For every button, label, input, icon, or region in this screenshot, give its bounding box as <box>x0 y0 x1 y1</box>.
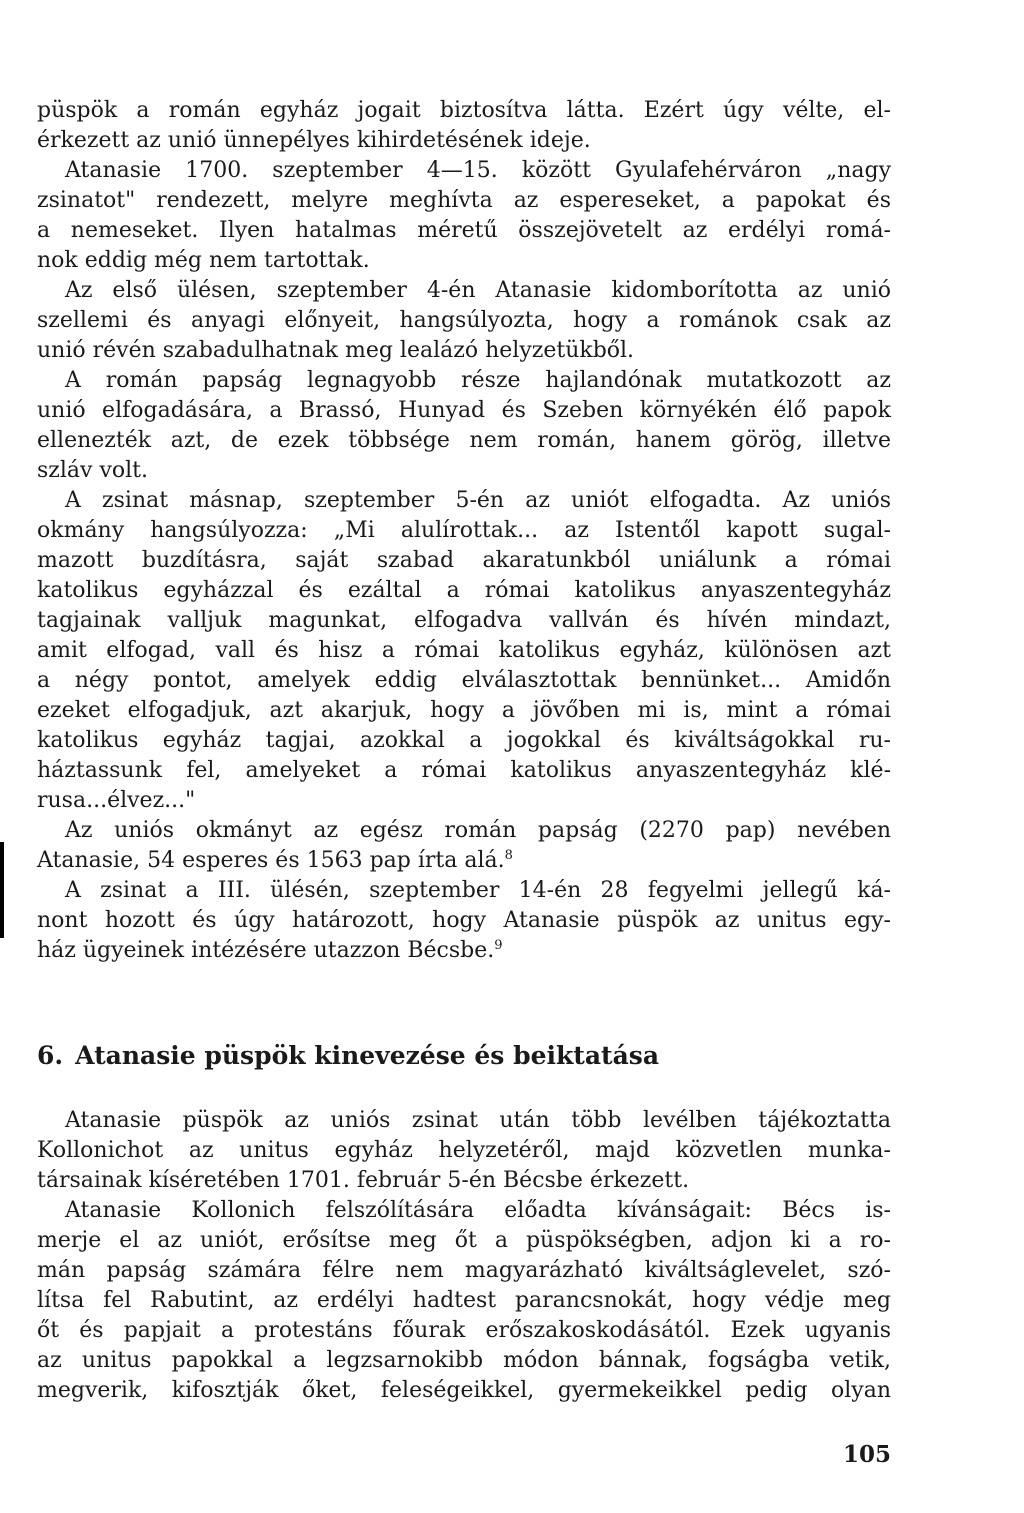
text-line: háztassunk fel, amelyeket a római katolikus anyaszentegyház klé- <box>37 758 891 783</box>
text-line <box>37 846 891 876</box>
footnote-ref: 8 <box>504 848 513 863</box>
text-line: megverik, kifosztják őket, feleségeikkel, gyermekeikkel pedig olyan <box>37 1378 891 1403</box>
text-line: rusa...élvez..." <box>37 788 196 813</box>
text-line: társainak kíséretében 1701. február 5-én Bécsbe érkezett. <box>37 1168 690 1193</box>
text-line: Az uniós okmányt az egész román papság (2270 pap) nevében <box>65 818 891 843</box>
text-line: érkezett az unió ünnepélyes kihirdetésének ideje. <box>37 128 591 153</box>
text-line: Az első ülésen, szeptember 4-én Atanasie kidomborította az unió <box>65 278 891 303</box>
text-line: a nemeseket. Ilyen hatalmas méretű összejövetelt az erdélyi romá- <box>37 218 891 243</box>
text-line: szláv volt. <box>37 458 148 483</box>
text-line: lítsa fel Rabutint, az erdélyi hadtest parancsnokát, hogy védje meg <box>37 1288 891 1313</box>
text-line: A zsinat másnap, szeptember 5-én az uniót elfogadta. Az uniós <box>65 488 891 513</box>
section-number: 6. <box>37 1041 64 1070</box>
section-heading <box>37 1040 737 1072</box>
text-line: őt és papjait a protestáns főurak erőszakoskodásától. Ezek ugyanis <box>37 1318 891 1343</box>
text-line: Atanasie Kollonich felszólítására előadta kívánságait: Bécs is- <box>65 1198 891 1223</box>
text-line: Kollonichot az unitus egyház helyzetéről, majd közvetlen munka- <box>37 1138 891 1163</box>
text-line: mazott buzdításra, saját szabad akaratunkból uniálunk a római <box>37 548 891 573</box>
footnote-ref: 9 <box>494 938 503 953</box>
text-line: ezeket elfogadjuk, azt akarjuk, hogy a jövőben mi is, mint a római <box>37 698 891 723</box>
text-line: ellenezték azt, de ezek többsége nem román, hanem görög, illetve <box>37 428 891 453</box>
text-line: okmány hangsúlyozza: „Mi alulírottak... az Istentől kapott sugal- <box>37 518 891 543</box>
text-line-content: Atanasie, 54 esperes és 1563 pap írta alá. <box>37 848 505 873</box>
text-line: nont hozott és úgy határozott, hogy Atanasie püspök az unitus egy- <box>37 908 891 933</box>
text-line: püspök a román egyház jogait biztosítva látta. Ezért úgy vélte, el- <box>37 98 891 123</box>
text-line: A román papság legnagyobb része hajlandónak mutatkozott az <box>65 368 891 393</box>
text-line: unió elfogadására, a Brassó, Hunyad és Szeben környékén élő papok <box>37 398 891 423</box>
text-line: katolikus egyházzal és ezáltal a római katolikus anyaszentegyház <box>37 578 891 603</box>
text-line: mán papság számára félre nem magyarázható kiváltságlevelet, szó- <box>37 1258 891 1283</box>
text-line: tagjainak valljuk magunkat, elfogadva vallván és hívén mindazt, <box>37 608 891 633</box>
text-line <box>37 936 891 966</box>
text-line: unió révén szabadulhatnak meg lealázó helyzetükből. <box>37 338 635 363</box>
text-line: Atanasie 1700. szeptember 4—15. között Gyulafehérváron „nagy <box>65 158 891 183</box>
text-line-content: ház ügyeinek intézésére utazzon Bécsbe. <box>37 938 495 963</box>
text-line: amit elfogad, vall és hisz a római katolikus egyház, különösen azt <box>37 638 891 663</box>
text-line: merje el az uniót, erősítse meg őt a püspökségben, adjon ki a ro- <box>37 1228 891 1253</box>
text-line: az unitus papokkal a legzsarnokibb módon bánnak, fogságba vetik, <box>37 1348 891 1373</box>
text-line: A zsinat a III. ülésén, szeptember 14-én 28 fegyelmi jellegű ká- <box>65 878 891 903</box>
text-line: a négy pontot, amelyek eddig elválasztottak bennünket... Amidőn <box>37 668 891 693</box>
text-line: szellemi és anyagi előnyeit, hangsúlyozta, hogy a románok csak az <box>37 308 891 333</box>
text-line: nok eddig még nem tartottak. <box>37 248 370 273</box>
section-title: Atanasie püspök kinevezése és beiktatása <box>75 1041 660 1070</box>
text-line: Atanasie püspök az uniós zsinat után több levélben tájékoztatta <box>65 1108 891 1133</box>
text-line: katolikus egyház tagjai, azokkal a jogokkal és kiváltságokkal ru- <box>37 728 891 753</box>
scan-edge-mark <box>0 842 4 938</box>
page-number: 105 <box>842 1441 891 1468</box>
text-line: zsinatot" rendezett, melyre meghívta az espereseket, a papokat és <box>37 188 891 213</box>
